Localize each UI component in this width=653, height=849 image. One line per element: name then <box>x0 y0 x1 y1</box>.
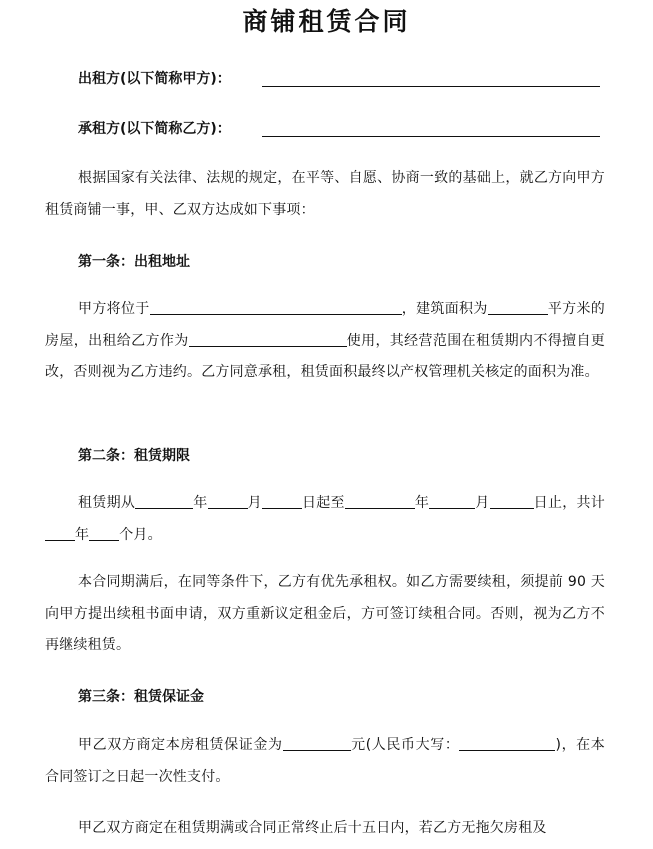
deposit-words-blank <box>459 734 555 751</box>
end-year-blank <box>345 492 415 509</box>
deposit-amount-blank <box>283 734 351 751</box>
term-year-unit-3: 年 <box>75 526 90 543</box>
lessor-line <box>78 68 231 88</box>
article1-text-b: ，建筑面积为 <box>401 301 488 317</box>
lessee-blank <box>262 136 600 137</box>
article1-text-c: 平方米的房屋，出租给乙方作为 <box>45 301 605 349</box>
term-year-unit-2: 年 <box>414 495 430 511</box>
article1-text-d: 使用，其经营范围在租赁期内不得擅自更改，否则视为乙方违约。乙方同意承租，租赁面积最终以产权管理机关核定的面积为准。 <box>45 332 605 380</box>
article2-renewal-paragraph: 本合同期满后，在同等条件下，乙方有优先承租权。如乙方需要续租，须提前 90 天向甲方提出续租书面申请，双方重新议定租金后，方可签订续租合同。否则，视为乙方不再继续租赁。 <box>45 574 605 653</box>
start-day-blank <box>262 492 302 509</box>
lessee-line <box>78 118 231 138</box>
term-year-unit: 年 <box>193 495 208 511</box>
article1-paragraph <box>45 294 605 389</box>
end-month-blank <box>429 492 475 509</box>
lessor-label: 出租方(以下简称甲方)： <box>78 71 231 87</box>
total-years-blank <box>45 524 75 541</box>
lessor-blank <box>262 86 600 87</box>
start-month-blank <box>208 492 248 509</box>
address-blank <box>150 298 402 315</box>
article2-heading: 第二条：租赁期限 <box>78 448 190 464</box>
lessee-label: 承租方(以下简称乙方)： <box>78 121 231 137</box>
article3-heading: 第三条：租赁保证金 <box>78 689 204 705</box>
article1-text-a: 甲方将位于 <box>78 301 150 317</box>
term-text-months: 个月。 <box>119 526 162 543</box>
area-blank <box>488 298 548 315</box>
usage-blank <box>189 330 347 347</box>
term-month-unit: 月 <box>247 495 262 511</box>
deposit-text-a: 甲乙双方商定本房租赁保证金为 <box>78 737 283 753</box>
intro-paragraph: 根据国家有关法律、法规的规定，在平等、自愿、协商一致的基础上，就乙方向甲方租赁商铺一事，甲、乙双方达成如下事项： <box>45 170 605 218</box>
start-year-blank <box>135 492 193 509</box>
article3-refund-paragraph: 甲乙双方商定在租赁期满或合同正常终止后十五日内，若乙方无拖欠房租及 <box>78 820 547 836</box>
deposit-text-c: )，在本合同签订之日起一次性支付。 <box>45 737 605 785</box>
article1-heading: 第一条：出租地址 <box>78 254 190 270</box>
article2-term-paragraph <box>45 488 605 551</box>
term-text-total: 日止，共计 <box>533 495 605 511</box>
term-text-from: 租赁期从 <box>78 495 136 511</box>
document-title: 商铺租赁合同 <box>242 7 411 36</box>
term-text-to: 日起至 <box>301 495 345 511</box>
total-months-blank <box>89 524 119 541</box>
article3-deposit-paragraph <box>45 730 605 793</box>
deposit-text-b: 元(人民币大写： <box>350 737 460 753</box>
end-day-blank <box>490 492 534 509</box>
term-month-unit-2: 月 <box>475 495 490 511</box>
